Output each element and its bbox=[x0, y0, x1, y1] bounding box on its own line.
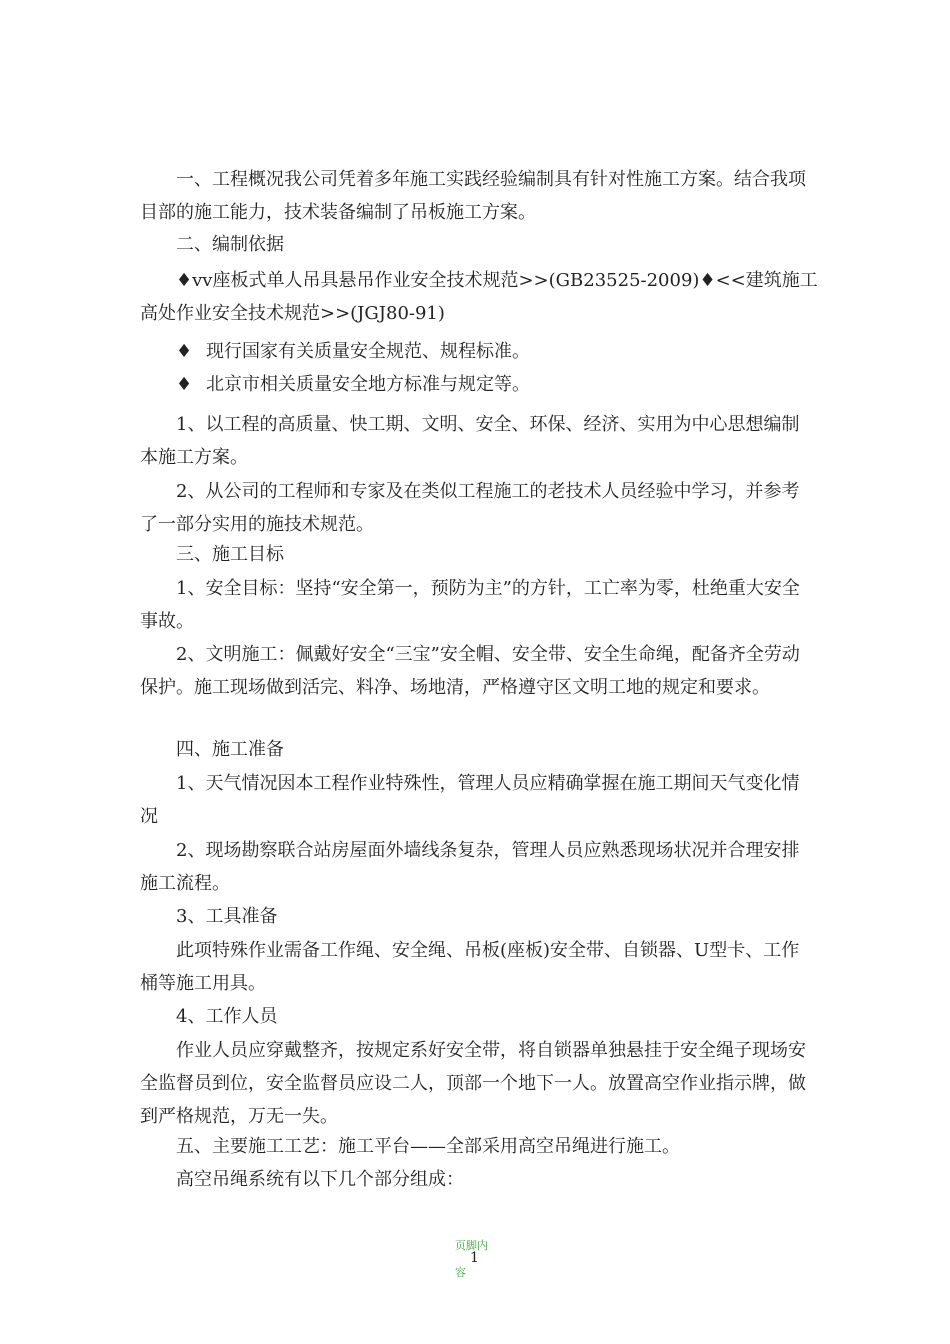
paragraph-standards-line1: ♦vv座板式单人吊具悬吊作业安全技术规范>>(GB23525-2009)♦<<建筑施工 bbox=[176, 270, 818, 291]
footer-label: 页脚内 bbox=[455, 1239, 488, 1252]
bullet-item-national-standards: 现行国家有关质量安全规范、规程标准。 bbox=[206, 341, 530, 362]
paragraph-basis-1: 1、以工程的高质量、快工期、文明、安全、环保、经济、实用为中心思想编制本施工方案。 bbox=[140, 414, 800, 468]
heading-goals: 三、施工目标 bbox=[176, 544, 284, 565]
paragraph-site-survey: 2、现场勘察联合站房屋面外墙线条复杂，管理人员应熟悉现场状况并合理安排施工流程。 bbox=[140, 840, 800, 894]
footer-label-continued: 容 bbox=[455, 1266, 466, 1279]
paragraph-weather: 1、天气情况因本工程作业特殊性，管理人员应精确掌握在施工期间天气变化情况 bbox=[140, 773, 800, 827]
paragraph-basis-2: 2、从公司的工程师和专家及在类似工程施工的老技术人员经验中学习，并参考了一部分实用的施技术规范。 bbox=[140, 481, 800, 535]
paragraph-rope-system: 高空吊绳系统有以下几个部分组成： bbox=[176, 1169, 464, 1190]
diamond-bullet-icon: ♦ bbox=[176, 374, 193, 395]
paragraph-overview: 一、工程概况我公司凭着多年施工实践经验编制具有针对性施工方案。结合我项目部的施工能力，技术装备编制了吊板施工方案。 bbox=[140, 169, 806, 223]
heading-preparation: 四、施工准备 bbox=[176, 739, 284, 760]
diamond-bullet-icon: ♦ bbox=[176, 341, 193, 362]
heading-workers: 4、工作人员 bbox=[176, 1006, 278, 1027]
paragraph-civilized-construction: 2、文明施工：佩戴好安全“三宝”安全帽、安全带、安全生命绳，配备齐全劳动保护。施工现场做到活完、料净、场地清，严格遵守区文明工地的规定和要求。 bbox=[140, 644, 800, 698]
heading-tools: 3、工具准备 bbox=[176, 906, 278, 927]
paragraph-tools: 此项特殊作业需备工作绳、安全绳、吊板(座板)安全带、自锁器、U型卡、工作桶等施工用具。 bbox=[140, 940, 800, 994]
bullet-item-beijing-standards: 北京市相关质量安全地方标准与规定等。 bbox=[206, 374, 530, 395]
paragraph-safety-goal: 1、安全目标：坚持“安全第一，预防为主”的方针，工亡率为零，杜绝重大安全事故。 bbox=[140, 578, 800, 632]
heading-process: 五、主要施工工艺：施工平台——全部采用高空吊绳进行施工。 bbox=[176, 1136, 680, 1157]
heading-basis: 二、编制依据 bbox=[176, 234, 284, 255]
paragraph-workers: 作业人员应穿戴整齐，按规定系好安全带，将自锁器单独悬挂于安全绳子现场安全监督员到位，安全监督员应设二人，顶部一个地下一人。放置高空作业指示牌，做到严格规范，万无一失。 bbox=[140, 1040, 806, 1127]
paragraph-standards-line2: 高处作业安全技术规范>>(JGJ80-91) bbox=[140, 303, 445, 324]
page-number: 1 bbox=[470, 1250, 479, 1266]
